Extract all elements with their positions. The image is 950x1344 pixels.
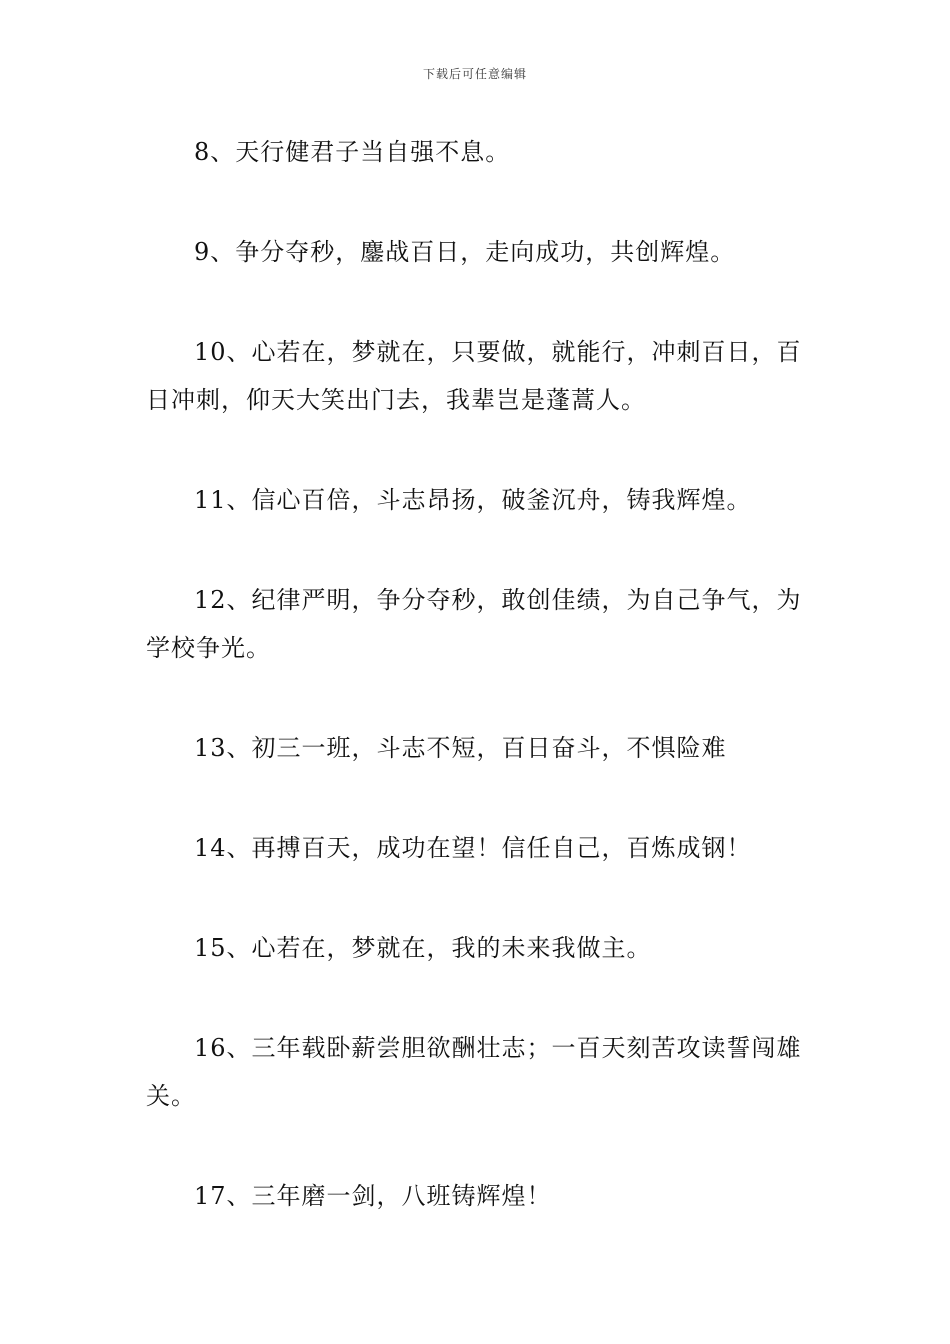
paragraph-10: 10、心若在，梦就在，只要做，就能行，冲刺百日，百日冲刺，仰天大笑出门去，我辈岂是蓬蒿人。 xyxy=(146,338,802,414)
page-header: 下载后可任意编辑 xyxy=(422,67,527,81)
document-body xyxy=(146,128,808,1272)
paragraph-11: 11、信心百倍，斗志昂扬，破釜沉舟，铸我辉煌。 xyxy=(194,486,752,514)
paragraph-14: 14、再搏百天，成功在望！信任自己，百炼成钢！ xyxy=(194,834,752,862)
paragraph-8: 8、天行健君子当自强不息。 xyxy=(194,138,511,166)
paragraph-12: 12、纪律严明，争分夺秒，敢创佳绩，为自己争气，为学校争光。 xyxy=(146,586,802,662)
paragraph-17: 17、三年磨一剑，八班铸辉煌！ xyxy=(194,1182,552,1210)
paragraph-13: 13、初三一班，斗志不短，百日奋斗，不惧险难 xyxy=(194,734,727,762)
paragraph-16: 16、三年载卧薪尝胆欲酬壮志；一百天刻苦攻读誓闯雄关。 xyxy=(146,1034,802,1110)
paragraph-9: 9、争分夺秒，鏖战百日，走向成功，共创辉煌。 xyxy=(194,238,736,266)
paragraph-15: 15、心若在，梦就在，我的未来我做主。 xyxy=(194,934,652,962)
